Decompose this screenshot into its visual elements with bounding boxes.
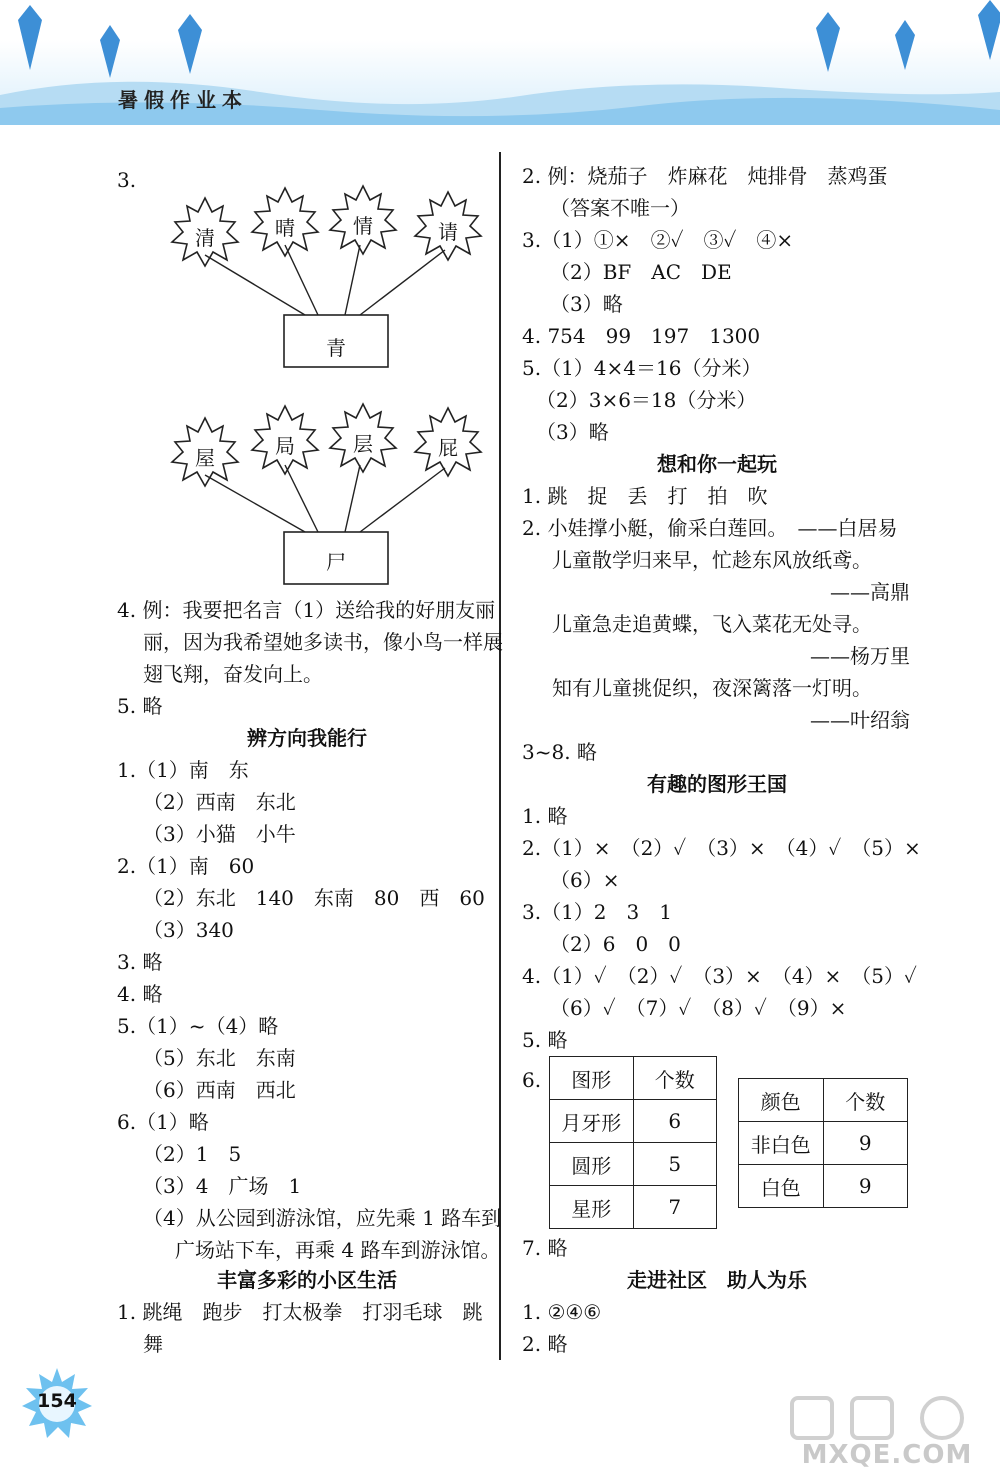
r-line-3: 3.（1）①× ②✓ ③✓ ④×	[522, 228, 794, 252]
tree1-leaf-3: 情	[353, 214, 373, 238]
s4-line-7: （6）✓ （7）✓ （8）✓ （9）×	[550, 996, 847, 1020]
r-line-9: （3）略	[536, 420, 609, 444]
q3-label: 3.	[117, 168, 137, 192]
tree2-leaf-1: 屋	[195, 446, 215, 470]
s1-line-8: 4. 略	[117, 982, 163, 1006]
s3-line-2: 2. 小娃撑小艇，偷采白莲回。 ——白居易	[522, 516, 898, 540]
table1-cell: 6	[633, 1100, 717, 1143]
s4-line-1: 1. 略	[522, 804, 568, 828]
s3-line-4: ——高鼎	[830, 580, 910, 604]
table2-header-color: 颜色	[739, 1079, 824, 1122]
r-line-7: 5.（1）4×4＝16（分米）	[522, 356, 762, 380]
q4-line-2: 丽，因为我希望她多读书，像小鸟一样展	[143, 630, 503, 654]
r-line-8: （2）3×6＝18（分米）	[536, 388, 757, 412]
s1-line-9: 5.（1）~（4）略	[117, 1014, 279, 1038]
section-title-community: 丰富多彩的小区生活	[217, 1268, 397, 1292]
tree2-leaf-4: 屁	[438, 436, 458, 460]
tree2-leaf-3: 层	[353, 432, 373, 456]
shape-count-table	[549, 1056, 717, 1229]
table2-cell: 9	[823, 1165, 908, 1208]
section-title-community-help: 走进社区 助人为乐	[627, 1268, 807, 1292]
q7-line: 7. 略	[522, 1236, 568, 1260]
s1-line-5: （2）东北 140 东南 80 西 60	[143, 886, 485, 910]
s4-line-3: （6）×	[550, 868, 620, 892]
s1-line-2: （2）西南 东北	[143, 790, 296, 814]
table1-header-shape: 图形	[550, 1057, 634, 1100]
table1-cell: 月牙形	[550, 1100, 634, 1143]
s2-line-2: 舞	[143, 1332, 163, 1356]
q4-line-1: 4. 例：我要把名言（1）送给我的好朋友丽	[117, 598, 496, 622]
s3-line-8: ——叶绍翁	[810, 708, 910, 732]
tree1-leaf-2: 晴	[275, 216, 295, 240]
tree2-root: 尸	[326, 550, 346, 574]
character-trees	[160, 170, 500, 600]
table2-cell: 白色	[739, 1165, 824, 1208]
r-line-4: （2）BF AC DE	[550, 260, 732, 284]
s3-line-9: 3~8. 略	[522, 740, 597, 764]
s1-line-6: （3）340	[143, 918, 234, 942]
table1-header-count: 个数	[633, 1057, 717, 1100]
table2-cell: 9	[823, 1122, 908, 1165]
tree2-leaf-2: 局	[275, 434, 295, 458]
s1-line-16: 广场站下车，再乘 4 路车到游泳馆。	[175, 1238, 501, 1262]
s1-line-12: 6.（1）略	[117, 1110, 209, 1134]
s5-line-2: 2. 略	[522, 1332, 568, 1356]
s3-line-7: 知有儿童挑促织，夜深篱落一灯明。	[552, 676, 872, 700]
s1-line-15: （4）从公园到游泳馆，应先乘 1 路车到	[143, 1206, 502, 1230]
s3-line-3: 儿童散学归来早，忙趁东风放纸鸢。	[552, 548, 872, 572]
page-number: 154	[37, 1390, 77, 1412]
section-title-shapes: 有趣的图形王国	[647, 772, 787, 796]
section-title-play: 想和你一起玩	[657, 452, 777, 476]
table1-cell: 7	[633, 1186, 717, 1229]
r-line-5: （3）略	[550, 292, 623, 316]
table1-cell: 星形	[550, 1186, 634, 1229]
page-number-badge	[22, 1368, 92, 1438]
table2-header-count: 个数	[823, 1079, 908, 1122]
section-title-directions: 辨方向我能行	[247, 726, 367, 750]
s1-line-1: 1.（1）南 东	[117, 758, 249, 782]
s4-line-8: 5. 略	[522, 1028, 568, 1052]
s1-line-10: （5）东北 东南	[143, 1046, 296, 1070]
s1-line-3: （3）小猫 小牛	[143, 822, 296, 846]
r-line-6: 4. 754 99 197 1300	[522, 324, 761, 348]
s5-line-1: 1. ②④⑥	[522, 1300, 602, 1324]
s1-line-7: 3. 略	[117, 950, 163, 974]
color-count-table	[738, 1078, 908, 1208]
s4-line-5: （2）6 0 0	[550, 932, 681, 956]
tree1-leaf-4: 请	[438, 220, 458, 244]
tree1-root: 青	[326, 336, 346, 360]
table1-cell: 5	[633, 1143, 717, 1186]
q5-line: 5. 略	[117, 694, 163, 718]
watermark	[782, 1392, 992, 1472]
header-title: 暑假作业本	[118, 88, 248, 112]
s1-line-11: （6）西南 西北	[143, 1078, 296, 1102]
q6-label: 6.	[522, 1068, 542, 1092]
s4-line-6: 4.（1）✓ （2）✓ （3）× （4）× （5）✓	[522, 964, 917, 988]
s4-line-4: 3.（1）2 3 1	[522, 900, 672, 924]
s2-line-1: 1. 跳绳 跑步 打太极拳 打羽毛球 跳	[117, 1300, 483, 1324]
header-banner	[0, 0, 1000, 130]
table2-cell: 非白色	[739, 1122, 824, 1165]
watermark-logo-icon	[782, 1392, 992, 1442]
watermark-url: MXQE.COM	[801, 1440, 973, 1470]
s3-line-6: ——杨万里	[810, 644, 910, 668]
s3-line-5: 儿童急走追黄蝶，飞入菜花无处寻。	[552, 612, 872, 636]
tree1-leaf-1: 清	[195, 226, 215, 250]
r-line-2: （答案不唯一）	[550, 196, 690, 220]
s1-line-13: （2）1 5	[143, 1142, 242, 1166]
s3-line-1: 1. 跳 捉 丢 打 拍 吹	[522, 484, 768, 508]
s1-line-4: 2.（1）南 60	[117, 854, 255, 878]
s1-line-14: （3）4 广场 1	[143, 1174, 302, 1198]
s4-line-2: 2.（1）× （2）✓ （3）× （4）✓ （5）×	[522, 836, 921, 860]
r-line-1: 2. 例：烧茄子 炸麻花 炖排骨 蒸鸡蛋	[522, 164, 888, 188]
q4-line-3: 翅飞翔，奋发向上。	[143, 662, 323, 686]
table1-cell: 圆形	[550, 1143, 634, 1186]
